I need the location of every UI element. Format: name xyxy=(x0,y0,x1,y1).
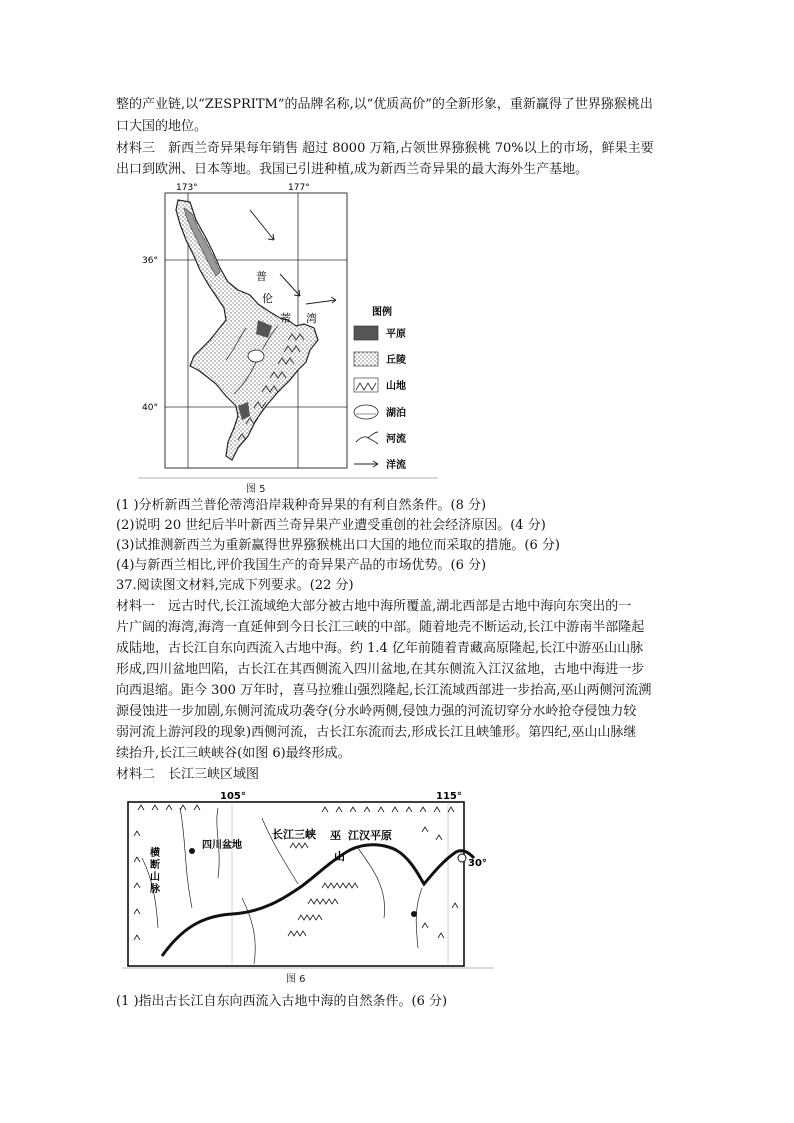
figure-6-map xyxy=(122,788,494,970)
label-hengduan-4: 脉 xyxy=(150,884,160,895)
figure-5-map xyxy=(138,180,438,480)
label-wu: 巫 xyxy=(330,829,341,842)
material-1-line-5: 向西退缩。距今 300 万年时，喜马拉雅山强烈隆起,长江流域西部进一步抬高,巫山两侧河流溯 xyxy=(116,683,652,698)
map6-frame xyxy=(128,802,464,966)
legend-lake-icon xyxy=(354,405,378,419)
material-1-line-2: 片广阔的海湾,海湾一直延伸到今日长江三峡的中部。随着地壳不断运动,长江中游南半部隆起 xyxy=(116,620,645,635)
bay-char-wan: 湾 xyxy=(306,312,317,325)
label-hengduan-1: 横 xyxy=(150,848,160,859)
map6-city-dot-sichuan xyxy=(189,848,195,854)
material-2-title: 材料二 长江三峡区域图 xyxy=(116,767,260,782)
label-jianghan-plain: 江汉平原 xyxy=(348,829,392,842)
question-36-2: (2)说明 20 世纪后半叶新西兰奇异果产业遭受重创的社会经济原因。(4 分) xyxy=(116,518,546,533)
label-hengduan-2: 断 xyxy=(150,860,160,871)
material-3-line-2: 出口到欧洲、日本等地。我国已引进种植,成为新西兰奇异果的最大海外生产基地。 xyxy=(116,162,589,177)
label-hengduan-3: 山 xyxy=(150,872,160,883)
label-sichuan-basin: 四川盆地 xyxy=(202,840,242,851)
material-1-line-4: 形成,四川盆地凹陷，古长江在其西侧流入四川盆地,在其东侧流入江汉盆地，古地中海进一步 xyxy=(116,662,645,677)
question-37-1: (1 )指出古长江自东向西流入古地中海的自然条件。(6 分) xyxy=(116,994,448,1009)
lon-label-173: 173° xyxy=(176,183,198,193)
label-shan: 山 xyxy=(334,850,345,863)
map6-lat-label-30: 30° xyxy=(468,858,487,869)
material-1-line-7: 弱河流上游河段的现象)西侧河流，古长江东流而去,形成长江且峡雏形。第四纪,巫山山脉继 xyxy=(116,725,637,740)
material-3-line-1: 材料三 新西兰奇异果每年销售 超过 8000 万箱,占领世界猕猴桃 70%以上的市场，鲜果主要 xyxy=(116,141,654,156)
figure-6-caption: 图 6 xyxy=(286,974,306,985)
legend-lake-label: 湖泊 xyxy=(386,408,406,419)
material-1-line-1: 材料一 远古时代,长江流域绝大部分被古地中海所覆盖,湖北西部是古地中海向东突出的一 xyxy=(116,599,632,614)
map6-city-dot-east xyxy=(411,911,417,917)
lat-label-36: 36° xyxy=(142,256,158,266)
bay-char-pu: 普 xyxy=(256,270,267,283)
question-36-3: (3)试推测新西兰为重新赢得世界猕猴桃出口大国的地位而采取的措施。(6 分) xyxy=(116,538,560,553)
paragraph-line-1: 整的产业链,以“ZESPRITM”的品牌名称,以“优质高价”的全新形象，重新赢得了世界猕猴桃出 xyxy=(116,97,653,112)
bay-char-lun: 伦 xyxy=(262,292,273,305)
lat-label-40: 40° xyxy=(142,403,158,413)
legend-hill-label: 丘陵 xyxy=(386,355,406,366)
question-37-header: 37.阅读图文材料,完成下列要求。(22 分) xyxy=(116,578,354,593)
map6-lon-label-105: 105° xyxy=(220,791,246,802)
paragraph-line-2: 口大国的地位。 xyxy=(116,119,208,134)
legend-hill-swatch xyxy=(354,352,378,366)
legend-plain-swatch xyxy=(354,326,378,340)
map6-lon-label-115: 115° xyxy=(436,791,462,802)
legend-plain-label: 平原 xyxy=(386,329,406,340)
ocean-currents xyxy=(250,210,336,304)
legend-current-icon xyxy=(354,461,378,467)
question-36-1: (1 )分析新西兰普伦蒂湾沿岸栽种奇异果的有利自然条件。(8 分) xyxy=(116,498,487,513)
label-three-gorges: 长江三峡 xyxy=(272,828,316,841)
legend-title: 图例 xyxy=(372,307,392,318)
question-36-4: (4)与新西兰相比,评价我国生产的奇异果产品的市场优势。(6 分) xyxy=(116,558,487,573)
map6-river-end xyxy=(458,854,466,862)
legend-mountain-label: 山地 xyxy=(386,381,406,392)
lon-label-177: 177° xyxy=(288,183,310,193)
legend-river-label: 河流 xyxy=(386,434,406,445)
bay-char-di: 蒂 xyxy=(280,312,291,325)
material-1-line-3: 成陆地，古长江自东向西流入古地中海。约 1.4 亿年前随着青藏高原隆起,长江中游巫山山脉 xyxy=(116,641,644,656)
legend-river-icon xyxy=(356,432,378,444)
legend-current-label: 洋流 xyxy=(386,460,406,471)
material-1-line-8: 续抬升,长江三峡峡谷(如图 6)最终形成。 xyxy=(116,746,351,761)
lake xyxy=(248,350,264,362)
material-1-line-6: 源侵蚀进一步加剧,东侧河流成功袭夺(分水岭两侧,侵蚀力强的河流切穿分水岭抢夺侵蚀力较 xyxy=(116,704,637,719)
figure-5-caption: 图 5 xyxy=(246,484,266,495)
